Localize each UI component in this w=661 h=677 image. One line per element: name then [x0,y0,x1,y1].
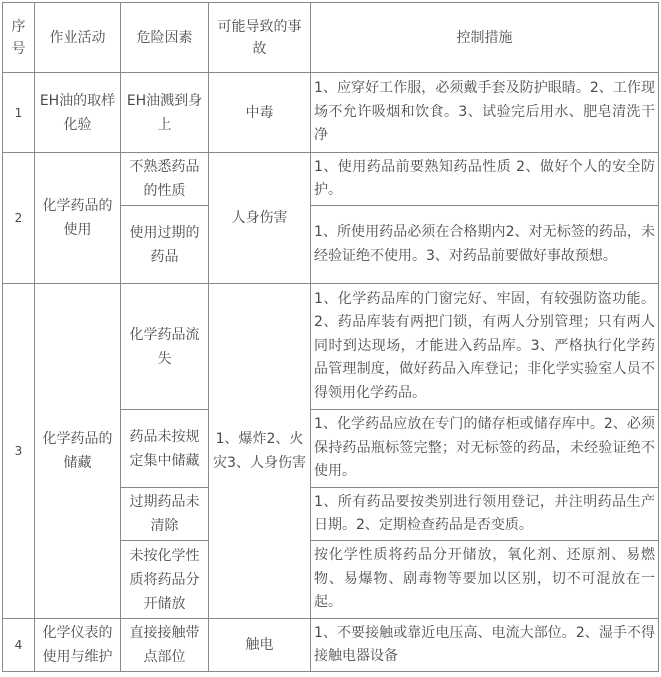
row-number: 3 [3,284,35,619]
control-cell: 1、不要接触或靠近电压高、电流大部位。2、湿手不得接触电器设备 [311,619,659,672]
consequence-cell: 1、爆炸2、火灾3、人身伤害 [209,284,311,619]
consequence-cell: 人身伤害 [209,153,311,284]
header-control: 控制措施 [311,3,659,73]
hazard-cell: 药品未按规定集中储藏 [121,410,209,488]
consequence-cell: 中毒 [209,73,311,153]
control-cell: 1、所使用药品必须在合格期内2、对无标签的药品，未经验证绝不使用。3、对药品前要做好事故预想。 [311,206,659,284]
table-row [3,153,659,206]
header-consequence: 可能导致的事故 [209,3,311,73]
control-cell: 1、化学药品库的门窗完好、牢固，有较强防盗功能。2、药品库装有两把门锁，有两人分别管理；只有两人同时到达现场，才能进入药品库。3、严格执行化学药品管理制度，做好药品入库登记；非化学实验室人员不得领用化学药品。 [311,284,659,410]
hazard-cell: 直接接触带点部位 [121,619,209,672]
control-cell: 1、应穿好工作服，必须戴手套及防护眼睛。2、工作现场不允许吸烟和饮食。3、试验完后用水、肥皂清洗干净 [311,73,659,153]
header-no: 序号 [3,3,35,73]
control-cell: 1、化学药品应放在专门的储存柜或储存库中。2、必须保持药品瓶标签完整；对无标签的药品，未经验证绝不使用。 [311,410,659,488]
row-number: 1 [3,73,35,153]
activity-cell: 化学仪表的使用与维护 [35,619,121,672]
control-cell: 1、所有药品要按类别进行领用登记，并注明药品生产日期。2、定期检查药品是否变质。 [311,488,659,541]
row-number: 4 [3,619,35,672]
hazard-cell: 使用过期的药品 [121,206,209,284]
row-number: 2 [3,153,35,284]
hazard-cell: EH油溅到身上 [121,73,209,153]
safety-table [2,2,659,672]
control-cell: 按化学性质将药品分开储放，氧化剂、还原剂、易燃物、易爆物、剧毒物等要加以区别，切不可混放在一起。 [311,541,659,619]
control-cell: 1、使用药品前要熟知药品性质 2、做好个人的安全防护。 [311,153,659,206]
activity-cell: 化学药品的使用 [35,153,121,284]
hazard-cell: 不熟悉药品的性质 [121,153,209,206]
table-row [3,619,659,672]
header-activity: 作业活动 [35,3,121,73]
hazard-cell: 未按化学性质将药品分开储放 [121,541,209,619]
hazard-cell: 过期药品未清除 [121,488,209,541]
activity-cell: 化学药品的储藏 [35,284,121,619]
header-row [3,3,659,73]
consequence-cell: 触电 [209,619,311,672]
table-row [3,73,659,153]
table-row [3,284,659,410]
hazard-cell: 化学药品流失 [121,284,209,410]
activity-cell: EH油的取样化验 [35,73,121,153]
header-hazard: 危险因素 [121,3,209,73]
